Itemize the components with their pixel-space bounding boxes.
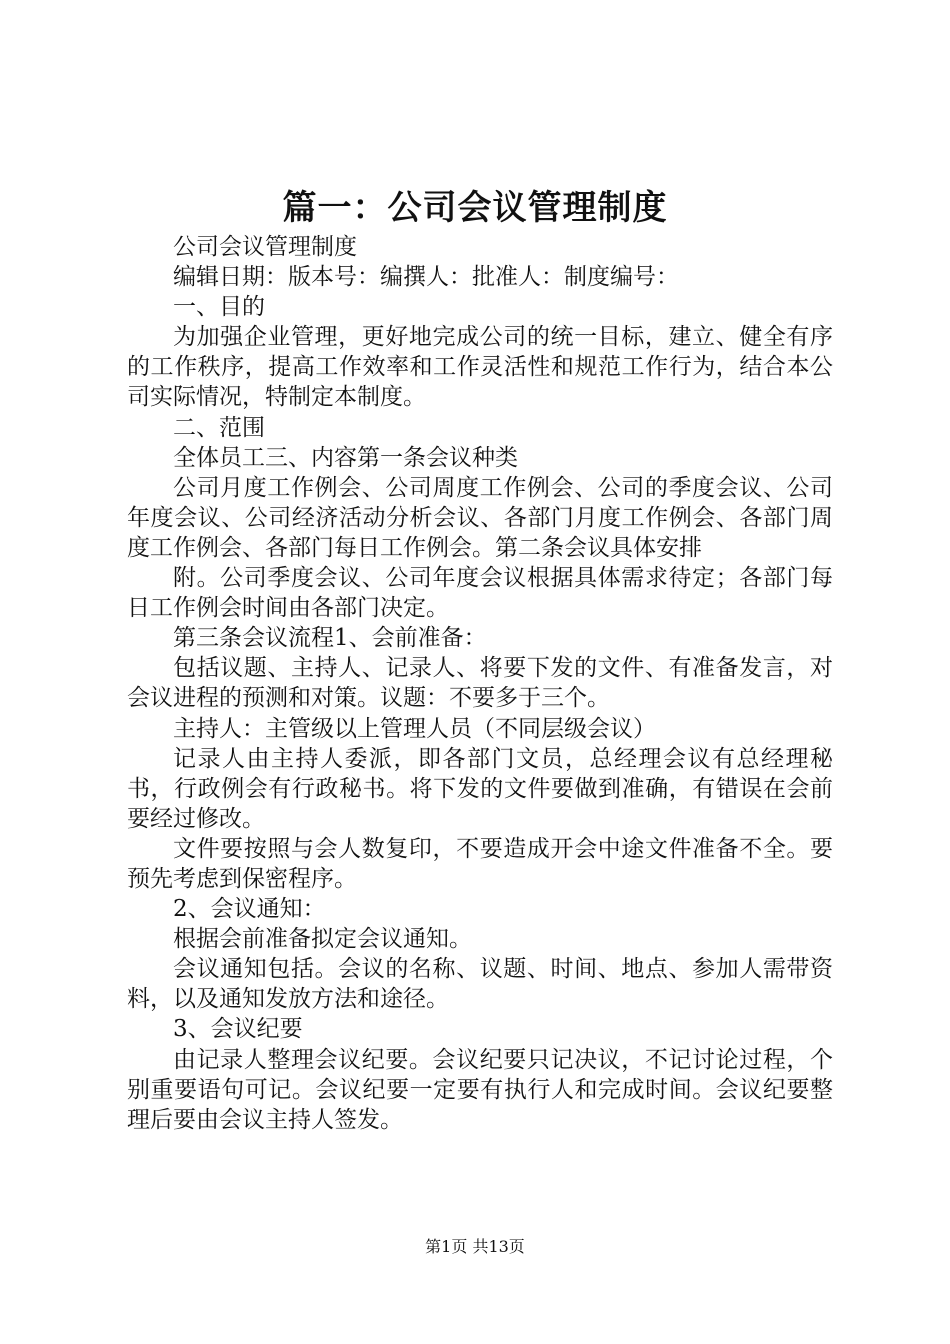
section-scope-heading: 二、范围	[173, 414, 265, 441]
paragraph-purpose: 为加强企业管理，更好地完成公司的统一目标，建立、健全有序的工作秩序，提高工作效率和工作灵活性和规范工作行为，结合本公司实际情况，特制定本制度。	[127, 324, 833, 411]
paragraph-host: 主持人：主管级以上管理人员（不同层级会议）	[173, 715, 656, 742]
paragraph-notice-content: 会议通知包括。会议的名称、议题、时间、地点、参加人需带资料，以及通知发放方法和途径。	[127, 956, 833, 1013]
paragraph-notice-heading: 2、会议通知：	[173, 896, 326, 923]
paragraph-minutes-heading: 3、会议纪要	[173, 1016, 303, 1043]
page-number: 第1页 共13页	[425, 1237, 525, 1256]
section-purpose-heading: 一、目的	[173, 294, 265, 321]
paragraph-meta: 编辑日期：版本号：编撰人：批准人：制度编号：	[173, 264, 679, 291]
paragraph-meeting-types: 公司月度工作例会、公司周度工作例会、公司的季度会议、公司年度会议、公司经济活动分析会议、各部门月度工作例会、各部门周度工作例会、各部门每日工作例会。第二条会议具体安排	[127, 474, 833, 561]
paragraph-recorder: 记录人由主持人委派，即各部门文员，总经理会议有总经理秘书，行政例会有行政秘书。将下发的文件要做到准确，有错误在会前要经过修改。	[127, 745, 833, 832]
paragraph-heading: 公司会议管理制度	[173, 234, 357, 260]
paragraph-process-heading: 第三条会议流程1、会前准备：	[173, 625, 487, 652]
paragraph-preparation: 包括议题、主持人、记录人、将要下发的文件、有准备发言，对会议进程的预测和对策。议题：不要多于三个。	[127, 655, 833, 712]
document-title: 篇一：公司会议管理制度	[282, 188, 668, 228]
paragraph-scope: 全体员工三、内容第一条会议种类	[173, 444, 518, 471]
paragraph-documents: 文件要按照与会人数复印，不要造成开会中途文件准备不全。要预先考虑到保密程序。	[127, 835, 833, 892]
paragraph-minutes: 由记录人整理会议纪要。会议纪要只记决议，不记讨论过程，个别重要语句可记。会议纪要一定要有执行人和完成时间。会议纪要整理后要由会议主持人签发。	[127, 1046, 833, 1133]
document-body	[127, 232, 833, 1135]
paragraph-schedule: 附。公司季度会议、公司年度会议根据具体需求待定；各部门每日工作例会时间由各部门决定。	[127, 565, 833, 622]
paragraph-notice-draft: 根据会前准备拟定会议通知。	[173, 926, 472, 953]
